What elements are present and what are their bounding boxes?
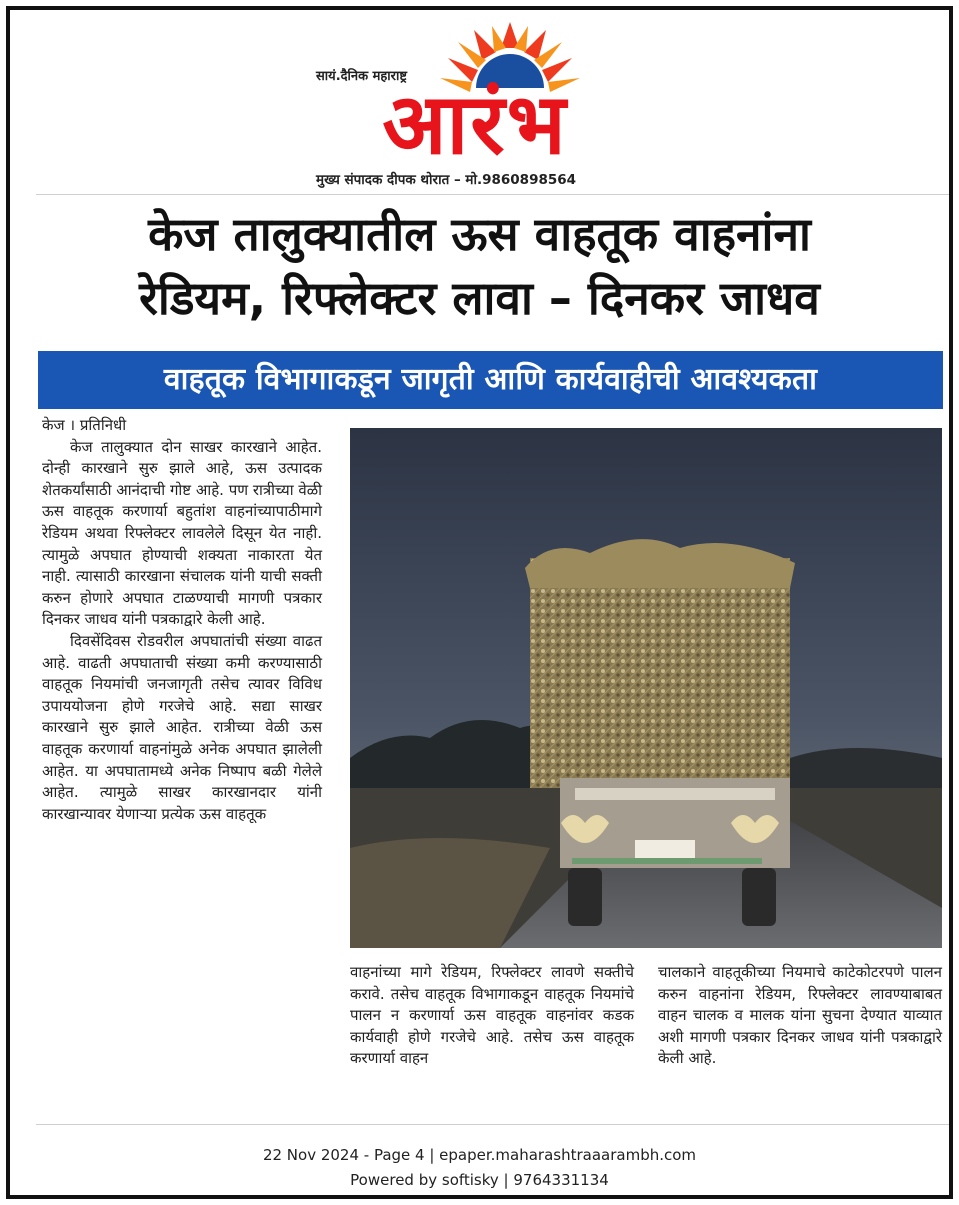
dateline: केज । प्रतिनिधी [42,416,127,434]
headline-line-2: रेडियम, रिफ्लेक्टर लावा – दिनकर जाधव [139,271,820,325]
footer-powered-by: Powered by softisky | 9764331134 [350,1171,609,1189]
article-column-2 [350,962,634,1070]
article-paragraph-3: वाहनांच्या मागे रेडियम, रिफ्लेक्टर लावणे सक्तीचे करावे. तसेच वाहतूक विभागाकडून वाहतूक नियमांचे पालन न करणार्या ऊस वाहतूक वाहनांवर कडक कार्यवाही होणे गरजेचे आहे. तसेच ऊस वाहतूक करणार्या वाहन [350,963,634,1068]
subheadline-banner: वाहतूक विभागाकडून जागृती आणि कार्यवाहीची आवश्यकता [38,351,943,409]
newspaper-logo: आरंभ [382,75,568,173]
article-column-1 [42,415,322,825]
masthead [10,10,949,196]
editor-line: मुख्य संपादक दीपक थोरात – मो.9860898564 [316,172,577,188]
divider [36,1124,949,1125]
headline [30,202,929,330]
article-paragraph-1: केज तालुक्यात दोन साखर कारखाने आहेत. दोन्ही कारखाने सुरु झाले आहे, ऊस उत्पादक शेतकर्यांसाठी आनंदाची गोष्ट आहे. पण रात्रीच्या वेळी ऊस वाहतूक करणार्या बहुतांश वाहनांच्यापाठीमागे रेडियम अथवा रिफ्लेक्टर लावलेले दिसून येत नाही. त्यामुळे अपघात होण्याची शक्यता नाकारता येत नाही. त्यासाठी कारखाना संचालक यांनी याची सक्ती करुन होणारे अपघात टाळण्याची मागणी पत्रकार दिनकर जाधव यांनी पत्रकाद्वारे केली आहे. [42,437,322,629]
footer-date-url: 22 Nov 2024 - Page 4 | epaper.maharashtraaarambh.com [262,1146,697,1164]
article-column-3 [658,962,942,1070]
masthead-tagline: सायं.दैनिक महाराष्ट्र [316,69,407,84]
article-paragraph-2: दिवसेंदिवस रोडवरील अपघातांची संख्या वाढत आहे. वाढती अपघाताची संख्या कमी करण्यासाठी वाहतूक नियमांची जनजागृती तसेच त्यावर विविध उपाययोजना होणे गरजेचे आहे. सद्या साखर कारखाने सुरु झाले आहेत. रात्रीच्या वेळी ऊस वाहतूक करणार्या वाहनांमुळे अनेक अपघात झालेली आहेत. या अपघातामध्ये अनेक निष्पाप बळी गेलेले आहेत. त्यामुळे साखर कारखानदार यांनी कारखान्यावर येणाऱ्या प्रत्येक ऊस वाहतूक [42,631,322,823]
headline-line-1: केज तालुक्यातील ऊस वाहतूक वाहनांना [148,207,811,261]
article-photo [350,428,942,948]
article-paragraph-4: चालकाने वाहतूकीच्या नियमाचे काटेकोटरपणे पालन करुन वाहनांना रेडियम, रिफ्लेक्टर लावण्याबाबत वाहन चालक व मालक यांना सुचना देण्यात याव्यात अशी मागणी पत्रकार दिनकर जाधव यांनी पत्रकाद्वारे केली आहे. [658,963,942,1068]
divider [36,194,949,195]
epaper-page [6,6,953,1199]
